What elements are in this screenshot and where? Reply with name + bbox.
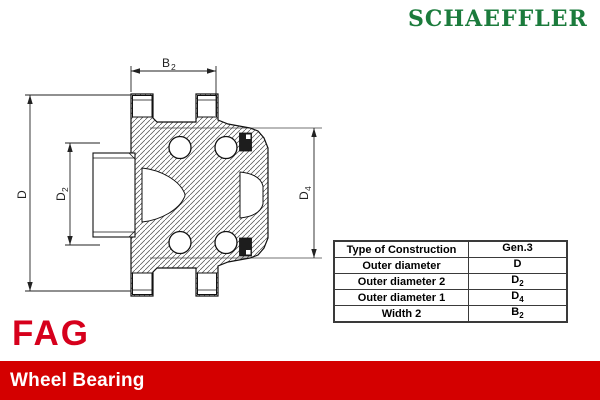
svg-text:D: D [15, 190, 29, 199]
page-title: Wheel Bearing [10, 369, 145, 391]
spec-value: D [469, 258, 568, 274]
dim-label-D2 [54, 187, 70, 201]
schaeffler-logo: SCHAEFFLER [408, 6, 588, 32]
svg-text:D: D [297, 191, 311, 200]
spec-label: Width 2 [334, 306, 469, 323]
table-row [334, 258, 567, 274]
table-row [334, 306, 567, 323]
spec-value: $D_2$ [469, 274, 568, 290]
svg-text:B: B [162, 56, 171, 70]
table-row [334, 290, 567, 306]
spec-value: Gen.3 [469, 241, 568, 258]
fag-logo: FAG [12, 314, 90, 353]
title-band [0, 361, 600, 400]
spec-label: Outer diameter 1 [334, 290, 469, 306]
spec-value: $D_4$ [469, 290, 568, 306]
dim-label-D4 [297, 186, 313, 200]
spec-value: $B_2$ [469, 306, 568, 323]
svg-text:2: 2 [60, 187, 70, 192]
table-row [334, 274, 567, 290]
spec-label: Outer diameter [334, 258, 469, 274]
spec-table [333, 240, 568, 323]
svg-text:2: 2 [171, 62, 176, 72]
pilot-recess [240, 172, 263, 218]
table-row [334, 241, 567, 258]
spec-label: Type of Construction [334, 241, 469, 258]
svg-text:D: D [54, 192, 68, 201]
spec-label: Outer diameter 2 [334, 274, 469, 290]
dim-label-B2 [162, 56, 176, 72]
svg-text:4: 4 [303, 186, 313, 191]
dim-label-D [15, 190, 29, 199]
hub-bore [93, 153, 135, 237]
